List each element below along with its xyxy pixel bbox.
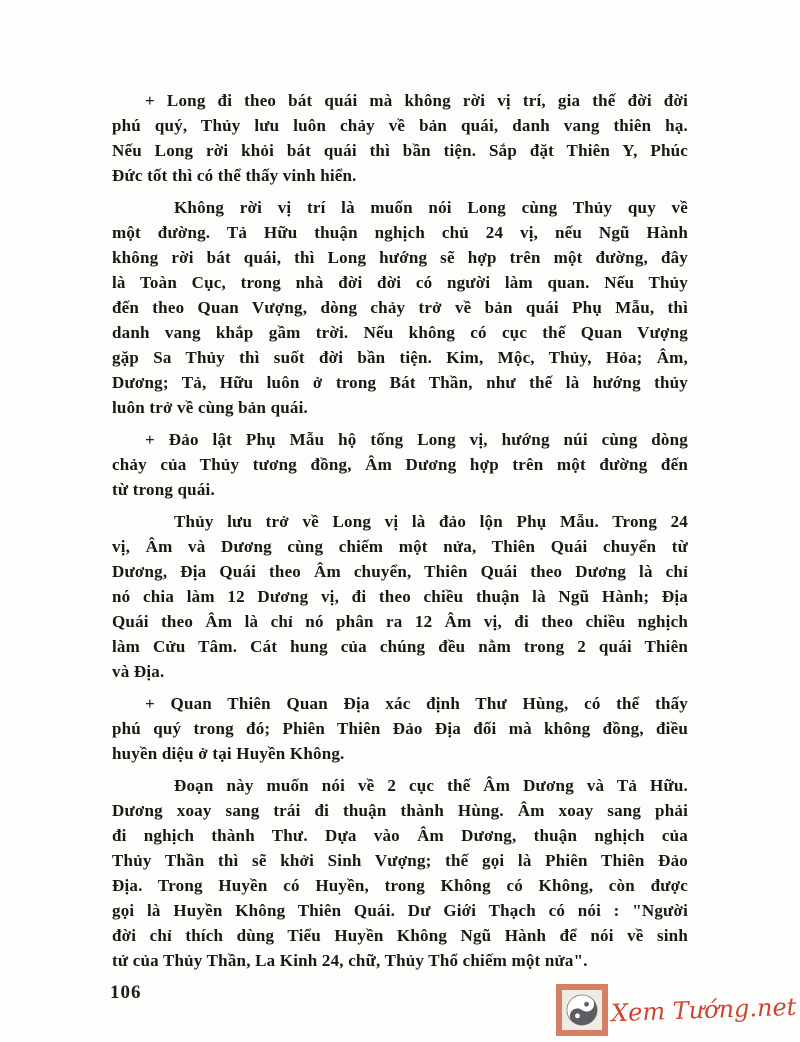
text-line: + Quan Thiên Quan Địa xác định Thư Hùng, có thể thấy [145,694,688,713]
text-line: Địa. Trong Huyền có Huyền, trong Không có Không, còn được [112,876,688,895]
text-line: gọi là Huyền Không Thiên Quái. Dư Giới Thạch có nói : "Người [112,901,688,920]
text-line: Thủy lưu trở về Long vị là đảo lộn Phụ Mẫu. Trong 24 [174,512,688,531]
text-line: Dương xoay sang trái đi thuận thành Hùng. Âm xoay sang phải [112,801,688,820]
text-line: + Đảo lật Phụ Mẫu hộ tống Long vị, hướng núi cùng dòng [145,430,688,449]
text-line: từ trong quái. [112,480,215,499]
text-line: Đoạn này muốn nói về 2 cục thế Âm Dương và Tả Hữu. [174,776,688,795]
text-line: làm Cửu Tâm. Cát hung của chúng đều nằm trong 2 quái Thiên [112,637,688,656]
yin-yang-icon [556,984,608,1036]
text-line: Nếu Long rời khỏi bát quái thì bần tiện. Sắp đặt Thiên Y, Phúc [112,141,688,160]
text-line: + Long đi theo bát quái mà không rời vị trí, gia thế đời đời [145,91,688,110]
paragraph [112,773,688,973]
text-line: phú quý trong đó; Phiên Thiên Đảo Địa đối mà không đồng, điều [112,719,688,738]
paragraph [112,691,688,766]
text-line: phú quý, Thủy lưu luôn chảy về bản quái, danh vang thiên hạ. [112,116,688,135]
text-line: huyền diệu ở tại Huyền Không. [112,744,345,763]
text-line: Không rời vị trí là muốn nói Long cùng Thủy quy về [174,198,688,217]
text-line: Thủy Thần thì sẽ khởi Sinh Vượng; thế gọi là Phiên Thiên Đảo [112,851,688,870]
text-line: Quái theo Âm là chỉ nó phân ra 12 Âm vị, đi theo chiều nghịch [112,612,688,631]
paragraph [112,427,688,502]
text-line: nó chia làm 12 Dương vị, đi theo chiều thuận là Ngũ Hành; Địa [112,587,688,606]
text-line: một đường. Tả Hữu thuận nghịch chủ 24 vị, nếu Ngũ Hành [112,223,688,242]
text-line: Đức tốt thì có thể thấy vinh hiển. [112,166,357,185]
text-line: Dương, Địa Quái theo Âm chuyển, Thiên Quái theo Dương là chỉ [112,562,688,581]
text-line: đi nghịch thành Thư. Dựa vào Âm Dương, thuận nghịch của [112,826,688,845]
text-line: gặp Sa Thủy thì suốt đời bần tiện. Kim, Mộc, Thủy, Hỏa; Âm, [112,348,688,367]
paragraph [112,509,688,684]
text-line: không rời bát quái, thì Long hướng sẽ hợp trên một đường, đây [112,248,688,267]
text-line: vị, Âm và Dương cùng chiếm một nửa, Thiên Quái chuyển từ [112,537,688,556]
text-line: đến theo Quan Vượng, dòng chảy trở về bản quái Phụ Mẫu, thì [112,298,688,317]
text-line: Dương; Tả, Hữu luôn ở trong Bát Thần, như thế là hướng thủy [112,373,688,392]
page-text [112,88,688,980]
paragraph [112,88,688,188]
watermark-text: Xem Tướng.net [610,992,797,1028]
text-line: danh vang khắp gầm trời. Nếu không có cục thế Quan Vượng [112,323,688,342]
text-line: và Địa. [112,662,165,681]
text-line: tử của Thủy Thần, La Kinh 24, chữ, Thủy Thổ chiếm một nửa". [112,951,588,970]
text-line: là Toàn Cục, trong nhà đời đời có người làm quan. Nếu Thủy [112,273,688,292]
paragraph [112,195,688,420]
text-line: luôn trở về cùng bản quái. [112,398,308,417]
text-line: đời chỉ thích dùng Tiểu Huyền Không Ngũ Hành để nói về sinh [112,926,688,945]
text-line: chảy của Thủy tương đồng, Âm Dương hợp trên một đường đến [112,455,688,474]
page-number: 106 [110,982,142,1003]
watermark [556,984,796,1036]
